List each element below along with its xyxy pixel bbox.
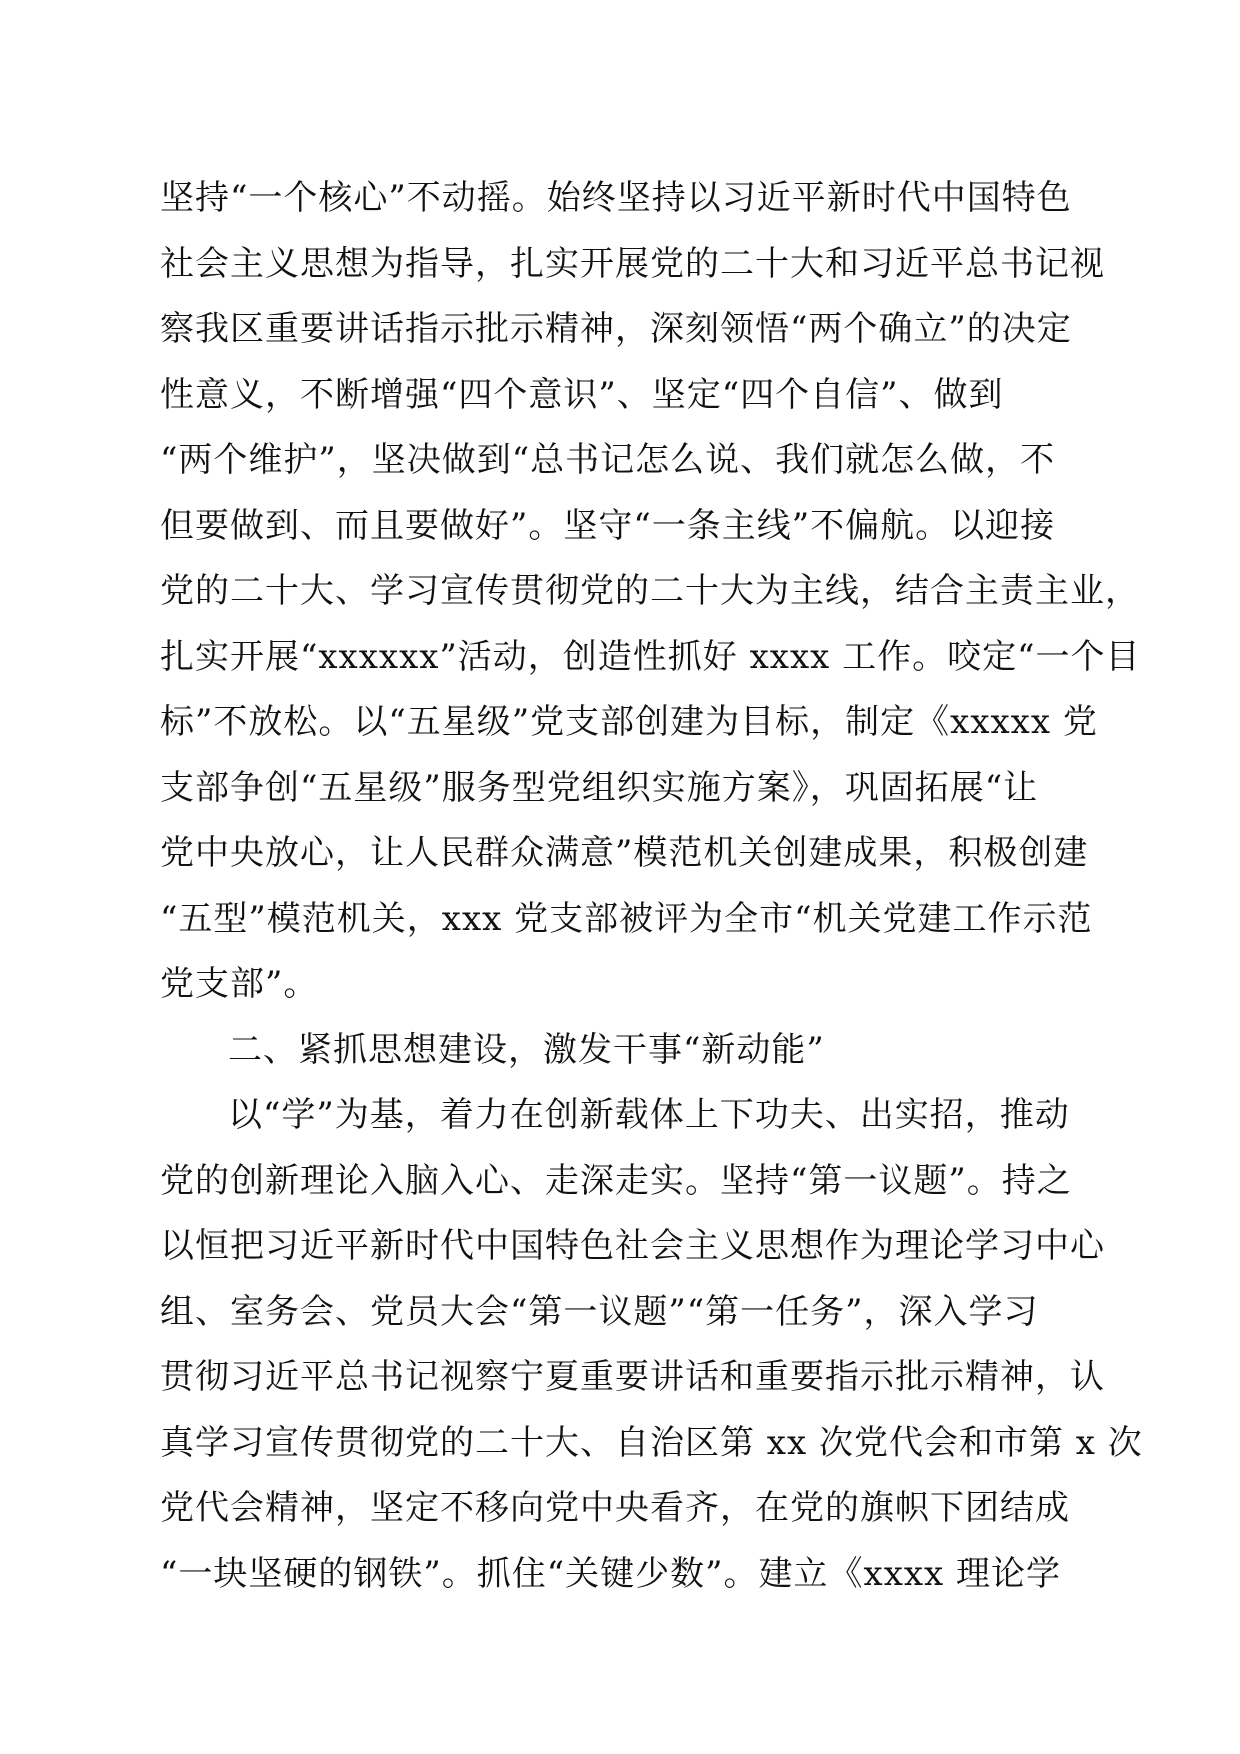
- body-line: 真学习宣传贯彻党的二十大、自治区第 xx 次党代会和市第 x 次: [160, 1422, 1143, 1463]
- body-line: 贯彻习近平总书记视察宁夏重要讲话和重要指示批示精神，认: [160, 1357, 1105, 1397]
- body-line: 坚持“一个核心”不动摇。始终坚持以习近平新时代中国特色: [160, 178, 1072, 218]
- body-line: “两个维护”，坚决做到“总书记怎么说、我们就怎么做，不: [160, 440, 1056, 480]
- body-line: 党支部”。: [160, 964, 319, 1004]
- body-line: 标”不放松。以“五星级”党支部创建为目标，制定《xxxxx 党: [160, 702, 1098, 742]
- body-line: 性意义，不断增强“四个意识”、坚定“四个自信”、做到: [160, 374, 1004, 415]
- body-line: 支部争创“五星级”服务型党组织实施方案》，巩固拓展“让: [160, 767, 1039, 808]
- section-heading: 二、紧抓思想建设，激发干事“新动能”: [228, 1029, 825, 1070]
- body-line: 以恒把习近平新时代中国特色社会主义思想作为理论学习中心: [160, 1226, 1105, 1266]
- body-line: 党的二十大、学习宣传贯彻党的二十大为主线，结合主责主业，: [160, 571, 1140, 611]
- body-line: 以“学”为基，着力在创新载体上下功夫、出实招，推动: [228, 1095, 1070, 1135]
- body-line: 但要做到、而且要做好”。坚守“一条主线”不偏航。以迎接: [160, 505, 1056, 546]
- body-line: 党代会精神，坚定不移向党中央看齐，在党的旗帜下团结成: [160, 1488, 1070, 1528]
- body-line: “五型”模范机关，xxx 党支部被评为全市“机关党建工作示范: [160, 898, 1093, 939]
- body-line: 察我区重要讲话指示批示精神，深刻领悟“两个确立”的决定: [160, 309, 1072, 349]
- body-line: 党的创新理论入脑入心、走深走实。坚持“第一议题”。持之: [160, 1160, 1072, 1201]
- body-line: “一块坚硬的钢铁”。抓住“关键少数”。建立《xxxx 理论学: [160, 1553, 1062, 1594]
- body-line: 扎实开展“xxxxxx”活动，创造性抓好 xxxx 工作。咬定“一个目: [160, 636, 1141, 677]
- body-line: 社会主义思想为指导，扎实开展党的二十大和习近平总书记视: [160, 243, 1105, 284]
- body-line: 党中央放心，让人民群众满意”模范机关创建成果，积极创建: [160, 833, 1089, 873]
- body-line: 组、室务会、党员大会“第一议题”“第一任务”，深入学习: [160, 1291, 1039, 1332]
- document-body: [160, 166, 1143, 1607]
